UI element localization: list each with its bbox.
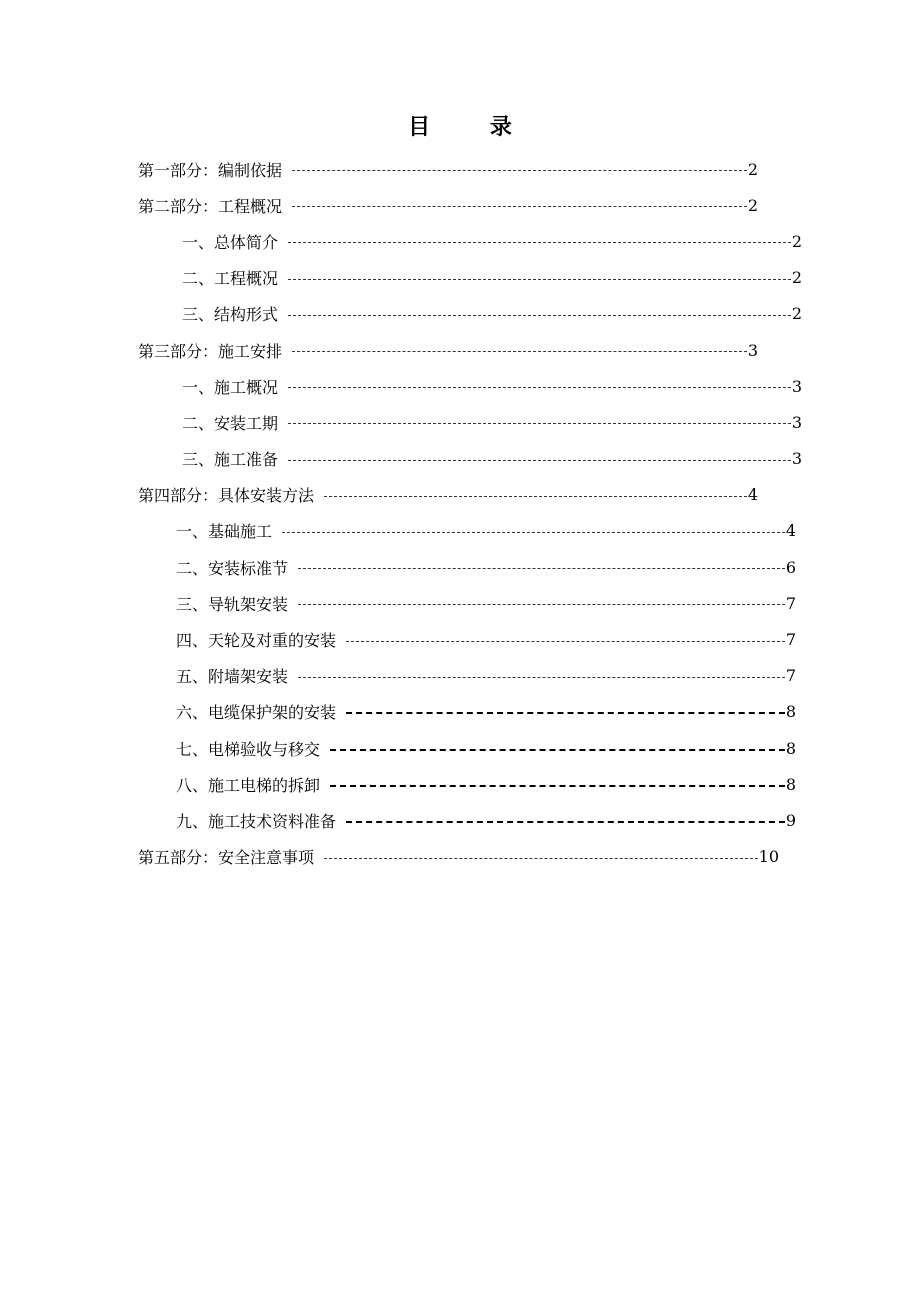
toc-entry[interactable] (138, 404, 802, 440)
toc-leader (282, 531, 785, 533)
toc-entry[interactable] (138, 296, 802, 332)
toc-entry[interactable] (138, 621, 796, 657)
toc-entry[interactable] (138, 151, 758, 187)
toc-entry[interactable] (138, 332, 758, 368)
toc-entry-page: 2 (791, 268, 802, 288)
toc-entry-label: 三、导轨架安装 (176, 594, 289, 614)
toc-entry-label: 一、基础施工 (176, 522, 273, 542)
toc-leader (288, 386, 791, 388)
toc-entry-label: 第二部分：工程概况 (138, 196, 283, 216)
toc-leader (330, 784, 785, 787)
toc-entry-page: 10 (758, 847, 779, 867)
toc-entry-page: 2 (791, 231, 802, 251)
toc-entry-label: 二、安装标准节 (176, 558, 289, 578)
toc-leader (288, 314, 791, 316)
toc-entry-page: 3 (791, 449, 802, 469)
toc-entry[interactable] (138, 802, 796, 838)
toc-entry-label: 三、施工准备 (182, 450, 279, 470)
toc-entry-page: 8 (785, 702, 796, 722)
toc-entry-page: 2 (747, 195, 758, 215)
toc-leader (324, 495, 747, 497)
toc-entry-label: 七、电梯验收与移交 (176, 739, 321, 759)
toc-entry[interactable] (138, 658, 796, 694)
toc-entry-page: 9 (785, 810, 796, 830)
toc-leader (298, 567, 785, 569)
toc-entry[interactable] (138, 477, 758, 513)
toc-entry-page: 8 (785, 738, 796, 758)
toc-entry-page: 3 (747, 340, 758, 360)
toc-entry-label: 八、施工电梯的拆卸 (176, 775, 321, 795)
toc-leader (288, 422, 791, 424)
toc-entry[interactable] (138, 513, 796, 549)
toc-entry[interactable] (138, 730, 796, 766)
toc-leader (346, 640, 785, 642)
toc-entry[interactable] (138, 223, 802, 259)
toc-entry-page: 6 (785, 557, 796, 577)
toc-leader (346, 820, 785, 823)
toc-list (138, 151, 802, 875)
toc-entry-label: 第一部分：编制依据 (138, 160, 283, 180)
toc-entry-label: 第四部分：具体安装方法 (138, 486, 315, 506)
toc-entry[interactable] (138, 585, 796, 621)
toc-leader (346, 711, 785, 714)
toc-leader (288, 459, 791, 461)
toc-title: 目 录 (408, 114, 538, 140)
toc-entry-label: 九、施工技术资料准备 (176, 811, 337, 831)
toc-entry-label: 一、总体简介 (182, 232, 279, 252)
toc-entry-page: 3 (791, 412, 802, 432)
toc-leader (298, 603, 785, 605)
toc-entry[interactable] (138, 260, 802, 296)
toc-entry-page: 7 (785, 593, 796, 613)
toc-leader (298, 676, 785, 678)
toc-entry-page: 4 (747, 485, 758, 505)
toc-entry[interactable] (138, 839, 779, 875)
toc-entry[interactable] (138, 441, 802, 477)
toc-leader (288, 278, 791, 280)
toc-entry[interactable] (138, 368, 802, 404)
toc-entry-label: 二、工程概况 (182, 269, 279, 289)
toc-entry[interactable] (138, 694, 796, 730)
toc-entry-label: 四、天轮及对重的安装 (176, 631, 337, 651)
toc-entry[interactable] (138, 766, 796, 802)
toc-entry-label: 二、安装工期 (182, 413, 279, 433)
toc-entry-label: 三、结构形式 (182, 305, 279, 325)
toc-leader (292, 350, 747, 352)
toc-entry[interactable] (138, 549, 796, 585)
toc-entry[interactable] (138, 187, 758, 223)
toc-entry-label: 六、电缆保护架的安装 (176, 703, 337, 723)
toc-entry-label: 五、附墙架安装 (176, 667, 289, 687)
toc-entry-label: 第五部分：安全注意事项 (138, 848, 315, 868)
toc-entry-page: 7 (785, 666, 796, 686)
toc-entry-page: 2 (747, 159, 758, 179)
toc-entry-page: 3 (791, 376, 802, 396)
toc-leader (324, 857, 758, 859)
toc-entry-label: 第三部分：施工安排 (138, 341, 283, 361)
toc-leader (330, 748, 785, 751)
toc-entry-page: 8 (785, 774, 796, 794)
toc-entry-page: 2 (791, 304, 802, 324)
toc-entry-page: 4 (785, 521, 796, 541)
toc-entry-label: 一、施工概况 (182, 377, 279, 397)
toc-leader (292, 169, 747, 171)
toc-leader (292, 205, 747, 207)
toc-leader (288, 241, 791, 243)
toc-entry-page: 7 (785, 630, 796, 650)
